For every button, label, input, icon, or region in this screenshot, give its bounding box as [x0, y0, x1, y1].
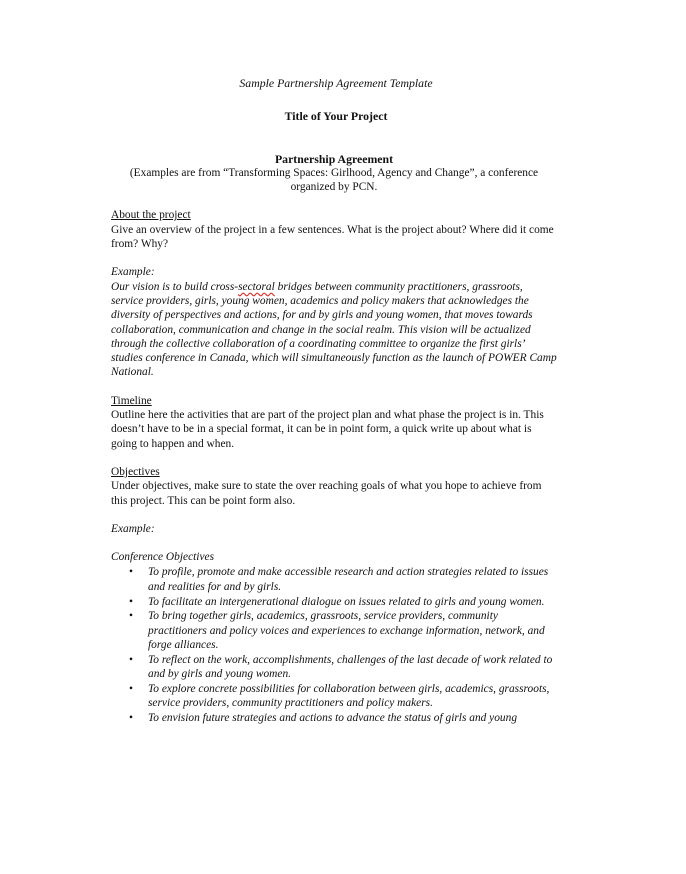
agreement-title: Partnership Agreement [274, 151, 394, 166]
objectives-section [111, 465, 557, 725]
objectives-body: Under objectives, make sure to state the over reaching goals of what you hope to achieve from this project. This can be point form also. [111, 480, 542, 507]
about-example-text [111, 280, 557, 380]
list-item [111, 653, 557, 682]
document-body [111, 76, 557, 726]
list-item-text: To profile, promote and make accessible research and action strategies related to issues and realities for and by girls. [148, 566, 549, 593]
about-example-text-rest: bridges between community practitioners, grassroots, service providers, girls, young women, academics and policy makers that acknowledges the diversity of perspectives and actions, for and by girls and young women, that moves towards collaboration, communication and change in the social realm. This vision will be actualized through the collective collaboration of a coordinating committee to organize the first girls’ studies conference in Canada, which will simultaneously function as the launch of POWER Camp National. [111, 280, 557, 379]
objectives-heading: Objectives [111, 465, 160, 478]
spellcheck-flagged-word: sectoral [238, 280, 275, 293]
examples-note-line-1: (Examples are from “Transforming Spaces: Girlhood, Agency and Change”, a conference [129, 166, 539, 179]
list-item [111, 565, 557, 594]
timeline-body: Outline here the activities that are part of the project plan and what phase the project is in. This doesn’t have to be in a special format, it can be in point form, a quick write up about what is going to happen and when. [111, 409, 544, 450]
objectives-example-label: Example: [111, 522, 155, 535]
conference-objectives-list [111, 565, 557, 725]
about-example-label: Example: [111, 266, 155, 279]
list-item-text: To reflect on the work, accomplishments, challenges of the last decade of work related to and by girls and young women. [148, 653, 553, 680]
bullet-icon: • [129, 653, 133, 666]
bullet-icon: • [129, 595, 133, 608]
examples-note [111, 166, 557, 195]
examples-note-line-2: organized by PCN. [290, 181, 378, 194]
list-item-text: To envision future strategies and actions to advance the status of girls and young [148, 711, 518, 724]
bullet-icon: • [129, 610, 133, 623]
project-title: Title of Your Project [284, 109, 388, 124]
list-item-text: To bring together girls, academics, grassroots, service providers, community practitioners and policy voices and experiences to exchange information, network, and forge alliances. [148, 610, 545, 651]
spacer [111, 508, 557, 522]
list-item-text: To explore concrete possibilities for collaboration between girls, academics, grassroots, service providers, community practitioners and policy makers. [148, 682, 550, 710]
spacer [111, 251, 557, 265]
bullet-icon: • [129, 711, 133, 724]
bullet-icon: • [129, 682, 133, 695]
timeline-heading: Timeline [111, 394, 152, 407]
list-item [111, 609, 557, 652]
bullet-icon: • [129, 566, 133, 579]
about-body: Give an overview of the project in a few sentences. What is the project about? Where did it come from? Why? [111, 223, 554, 251]
timeline-section [111, 394, 557, 451]
list-item-text: To facilitate an intergenerational dialogue on issues related to girls and young women. [148, 595, 545, 608]
conference-objectives-label: Conference Objectives [111, 551, 214, 564]
about-example-text-start: Our vision is to build cross- [111, 280, 239, 293]
spacer [111, 536, 557, 550]
template-title: Sample Partnership Agreement Template [239, 76, 433, 90]
about-section [111, 208, 557, 379]
list-item [111, 711, 557, 725]
list-item [111, 595, 557, 609]
list-item [111, 682, 557, 711]
about-heading: About the project [111, 209, 191, 222]
